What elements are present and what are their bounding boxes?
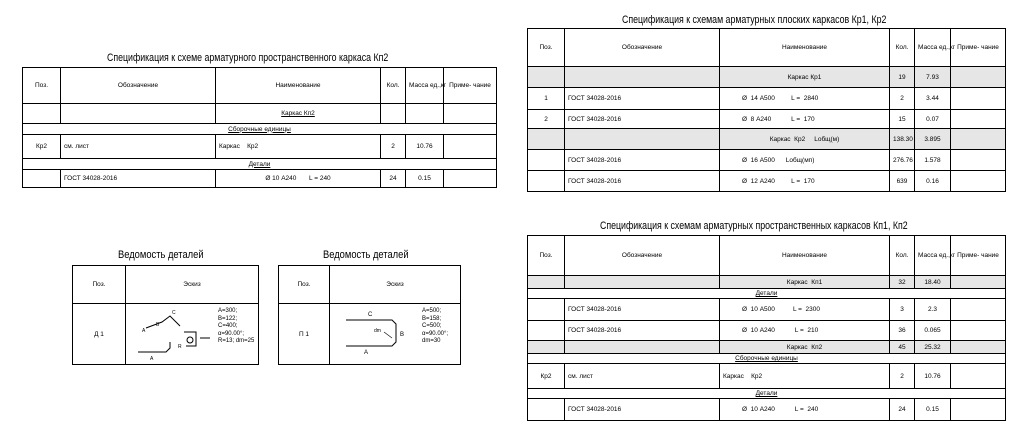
row-oboz: ГОСТ 34028-2016 [565, 171, 720, 192]
header-oboz: Обозначение [61, 68, 216, 104]
sketch-line [146, 316, 180, 328]
svg-text:A: A [150, 356, 154, 362]
header-massa: Масса ед.,кг [915, 29, 951, 67]
sketch-cell [330, 304, 461, 365]
svg-text:B: B [156, 322, 160, 328]
header-oboz: Обозначение [565, 29, 720, 67]
row-oboz: ГОСТ 34028-2016 [565, 299, 720, 321]
row-kol: 15 [890, 110, 915, 129]
row-mass: 3.895 [915, 129, 951, 150]
header-prim: Приме- чание [951, 29, 1006, 67]
section-karkas-kp2: Каркас Кп2 [720, 341, 890, 354]
header-naim: Наименование [720, 29, 890, 67]
spec-kp12-title: Спецификация к схемам арматурных пространственных каркасов Кп1, Кп2 [600, 220, 908, 232]
row-oboz: ГОСТ 34028-2016 [61, 170, 216, 188]
row-kol: 138.30 [890, 129, 915, 150]
row-mass: 3.44 [915, 88, 951, 110]
header-prim: Приме- чание [444, 68, 497, 104]
row-kol: 2 [890, 88, 915, 110]
sketch-params: A=300; B=122; C=400; α=90.00°; R=13; dm=25 [218, 308, 255, 344]
row-mass: 0.16 [915, 171, 951, 192]
row-kol: 45 [890, 341, 915, 354]
header-naim: Наименование [720, 236, 890, 276]
header-pos: Поз. [279, 266, 330, 304]
row-mass: 0.07 [915, 110, 951, 129]
row-oboz: ГОСТ 34028-2016 [565, 399, 720, 421]
row-naim: Каркас Кр2 [216, 135, 381, 159]
row-pos: П 1 [279, 304, 330, 365]
header-pos: Поз. [528, 29, 565, 67]
section-karkas-kp2: Каркас Кп2 [216, 104, 381, 124]
header-naim: Наименование [216, 68, 381, 104]
row-mass: 10.76 [915, 364, 951, 389]
row-oboz: ГОСТ 34028-2016 [565, 110, 720, 129]
row-pos: Кр2 [528, 364, 565, 389]
row-oboz: ГОСТ 34028-2016 [565, 88, 720, 110]
row-oboz: ГОСТ 34028-2016 [565, 321, 720, 341]
row-naim: Ø 10 А240 L = 240 [720, 399, 890, 421]
row-naim: Ø 10 А240 L = 210 [720, 321, 890, 341]
spec-kp12-table [527, 235, 1006, 421]
row-pos: Кр2 [23, 135, 61, 159]
row-kol: 32 [890, 276, 915, 289]
header-prim: Приме- чание [951, 236, 1006, 276]
sketch-params: A=500; B=158; C=500; α=90.00°; dm=30 [422, 308, 449, 344]
header-kol: Кол. [381, 68, 406, 104]
row-oboz: ГОСТ 34028-2016 [565, 150, 720, 171]
sketch-line [138, 342, 170, 352]
svg-text:C: C [172, 310, 176, 316]
section-karkas-kr1: Каркас Кр1 [720, 67, 890, 88]
row-pos: 1 [528, 88, 565, 110]
row-kol: 2 [890, 364, 915, 389]
ved1-table [72, 265, 259, 365]
row-naim: Ø 10 А500 L = 2300 [720, 299, 890, 321]
ved1-title: Ведомость деталей [118, 249, 204, 261]
spec-kr-title: Спецификация к схемам арматурных плоских каркасов Кр1, Кр2 [622, 14, 887, 26]
ved2-table [278, 265, 461, 365]
header-sketch: Эскиз [330, 266, 461, 304]
row-mass: 25.32 [915, 341, 951, 354]
sketch-line [346, 320, 396, 346]
svg-text:A: A [142, 328, 146, 334]
row-kol: 639 [890, 171, 915, 192]
section-karkas-kr2: Каркас Кр2 Lобщ(м) [720, 129, 890, 150]
row-mass: 0.15 [406, 170, 444, 188]
header-pos: Поз. [73, 266, 126, 304]
row-kol: 19 [890, 67, 915, 88]
row-naim: Ø 14 А500 L = 2840 [720, 88, 890, 110]
row-kol: 3 [890, 299, 915, 321]
section-karkas-kp1: Каркас Кп1 [720, 276, 890, 289]
spec-kr-table [527, 28, 1006, 192]
section-detali: Детали [23, 159, 497, 170]
row-mass: 0.065 [915, 321, 951, 341]
header-pos: Поз. [23, 68, 61, 104]
row-naim: Ø 10 А240 L = 240 [216, 170, 381, 188]
svg-text:C: C [368, 312, 373, 318]
row-kol: 24 [381, 170, 406, 188]
row-kol: 2 [381, 135, 406, 159]
svg-text:A: A [364, 350, 369, 356]
spec-kp2-title: Спецификация к схеме арматурного пространственного каркаса Кп2 [107, 52, 389, 64]
ved2-title: Ведомость деталей [323, 249, 409, 261]
row-kol: 24 [890, 399, 915, 421]
spec-kp2-table [22, 67, 497, 188]
row-kol: 276.76 [890, 150, 915, 171]
section-detali: Детали [528, 389, 1006, 399]
row-naim: Ø 8 А240 L = 170 [720, 110, 890, 129]
row-mass: 18.40 [915, 276, 951, 289]
header-oboz: Обозначение [565, 236, 720, 276]
row-mass: 7.93 [915, 67, 951, 88]
sketch-line [184, 332, 196, 346]
row-naim: Ø 16 А500 Lобщ(мп) [720, 150, 890, 171]
row-mass: 10.76 [406, 135, 444, 159]
header-sketch: Эскиз [126, 266, 259, 304]
svg-text:dm: dm [374, 328, 381, 334]
section-sb-units: Сборочные единицы [23, 124, 497, 135]
row-mass: 0.15 [915, 399, 951, 421]
header-kol: Кол. [890, 236, 915, 276]
row-mass: 1.578 [915, 150, 951, 171]
row-mass: 2.3 [915, 299, 951, 321]
svg-text:B: B [400, 332, 405, 338]
row-pos: 2 [528, 110, 565, 129]
header-kol: Кол. [890, 29, 915, 67]
svg-text:R: R [178, 344, 182, 350]
section-detali: Детали [528, 289, 1006, 299]
section-sb-units: Сборочные единицы [528, 354, 1006, 364]
row-oboz: см. лист [61, 135, 216, 159]
header-pos: Поз. [528, 236, 565, 276]
sketch-cell [126, 304, 259, 365]
row-pos: Д 1 [73, 304, 126, 365]
header-massa: Масса ед.,кг [915, 236, 951, 276]
row-naim: Ø 12 А240 L = 170 [720, 171, 890, 192]
row-oboz: см. лист [565, 364, 720, 389]
row-kol: 36 [890, 321, 915, 341]
header-massa: Масса ед.,кг [406, 68, 444, 104]
row-naim: Каркас Кр2 [720, 364, 890, 389]
